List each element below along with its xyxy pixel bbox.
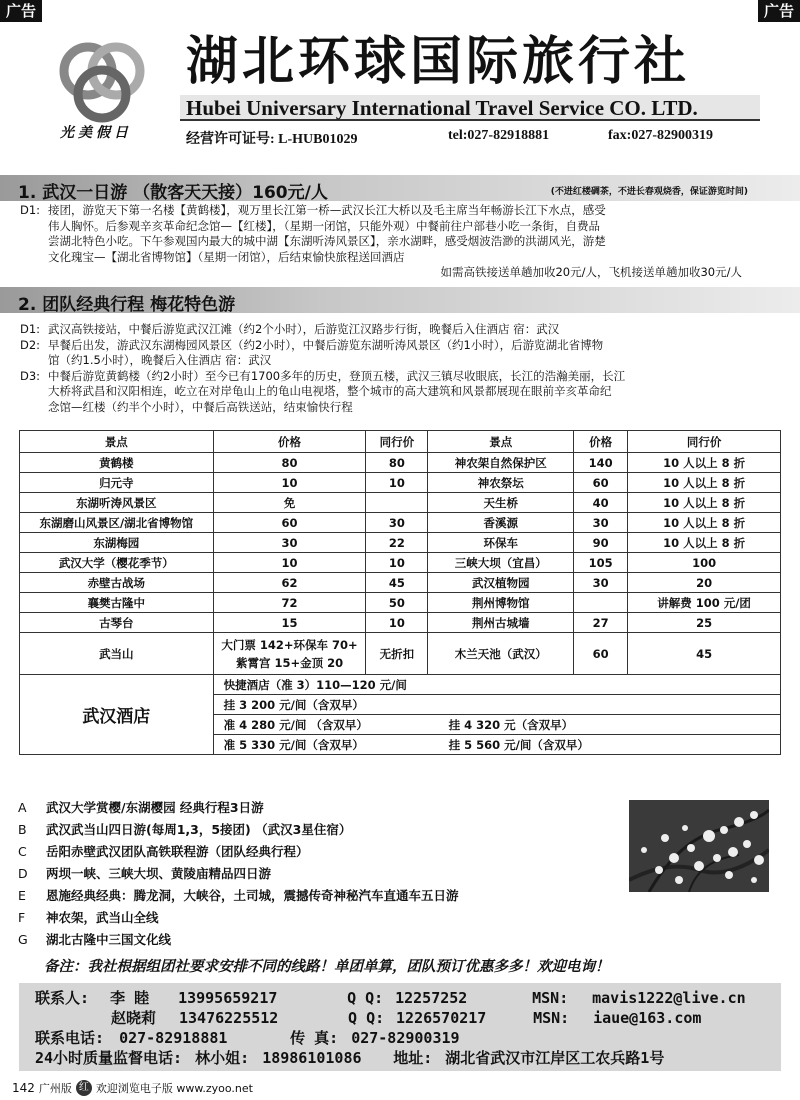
route-text: 武汉大学赏樱/东湖樱园 经典行程3日游: [46, 800, 264, 815]
footer-edition: 广州版: [38, 1082, 72, 1095]
table-cell: 15: [213, 613, 366, 633]
hotel-price-line: [213, 715, 780, 735]
itinerary-line: 中餐后游览黄鹤楼（约2小时）至今已有1700多年的历史，登顶五楼，武汉三镇尽收眼底，长江的浩瀚美丽，长江: [48, 368, 626, 383]
table-cell: 讲解费 100 元/团: [628, 593, 781, 613]
table-cell: 10: [366, 553, 428, 573]
footer-link[interactable]: 欢迎浏览电子版 www.zyoo.net: [95, 1082, 253, 1095]
qq-label: Q Q:: [347, 989, 384, 1007]
list-item: [18, 797, 638, 819]
hotel-row: [20, 675, 781, 695]
price-table: [19, 430, 781, 755]
route-letter: B: [18, 822, 27, 837]
itinerary-line: 馆（约1.5小时），晚餐后入住酒店 宿：武汉: [48, 353, 272, 367]
table-cell: 30: [574, 573, 628, 593]
table-row: [20, 573, 781, 593]
route-letter: G: [18, 932, 28, 947]
contact-name: 赵晓莉: [111, 1009, 157, 1027]
wudang-price-line: 紫霄宫 15+金顶 20: [235, 655, 344, 670]
section1-title: 1. 武汉一日游 （散客天天接）160元/人: [18, 183, 328, 203]
route-text: 两坝一峡、三峡大坝、黄陵庙精品四日游: [46, 866, 272, 881]
list-item: [18, 929, 638, 951]
table-cell: 105: [574, 553, 628, 573]
table-cell: 10: [366, 473, 428, 493]
table-cell: 荆州古城墙: [428, 613, 574, 633]
table-cell: 80: [366, 453, 428, 473]
table-cell: 香溪源: [428, 513, 574, 533]
contact-box: [19, 983, 781, 1071]
route-text: 恩施经典经典：腾龙洞，大峡谷，土司城，震撼传奇神秘汽车直通车五日游: [46, 888, 459, 903]
table-cell: 天生桥: [428, 493, 574, 513]
table-cell: 27: [574, 613, 628, 633]
table-cell: 60: [574, 633, 628, 675]
logo-text: 光美假日: [60, 125, 132, 141]
itinerary-line: 伟人胸怀。后参观辛亥革命纪念馆—【红楼】，（星期一闭馆，只能外观）中餐前往户部巷小吃一条街，自费品: [48, 218, 600, 233]
hotel-price-line: [213, 675, 780, 695]
route-letter: C: [18, 844, 27, 859]
table-cell: 无折扣: [366, 633, 428, 675]
table-cell: 30: [574, 513, 628, 533]
list-item: [18, 885, 638, 907]
day-label: D1:: [20, 203, 41, 217]
table-cell: 东湖听涛风景区: [20, 493, 214, 513]
wudang-price-line: 大门票 142+环保车 70+: [221, 637, 358, 652]
itinerary-line: 文化瑰宝—【湖北省博物馆】（星期一闭馆），后结束愉快旅程送回酒店: [48, 249, 405, 264]
contact-fax: 027-82900319: [351, 1029, 460, 1047]
hotel-price: 快捷酒店（准 3）110—120 元/间: [223, 677, 407, 692]
hotline-number: 18986101086: [262, 1049, 362, 1067]
table-cell: 10: [213, 553, 366, 573]
itinerary-line: 大桥将武昌和汉阳相连，屹立在对岸龟山上的龟山电视塔，整个城市的高大建筑和风景都展现在眼前辛亥革命纪: [48, 384, 612, 398]
table-cell: 神农架自然保护区: [428, 453, 574, 473]
section2-itinerary: [20, 322, 760, 415]
contact-qq: 1226570217: [396, 1009, 487, 1027]
hotel-title: 武汉酒店: [20, 675, 214, 755]
table-cell: 62: [213, 573, 366, 593]
table-header: 景点: [428, 431, 574, 453]
hotline-person: 林小姐:: [195, 1049, 250, 1067]
company-tel: tel:027-82918881: [448, 128, 550, 143]
table-cell: 50: [366, 593, 428, 613]
ad-label-left: 广告: [0, 0, 42, 22]
table-cell: 木兰天池（武汉）: [428, 633, 574, 675]
msn-label: MSN:: [533, 1009, 570, 1027]
table-cell: 赤壁古战场: [20, 573, 214, 593]
table-row: [20, 613, 781, 633]
table-cell: 归元寺: [20, 473, 214, 493]
table-header: 价格: [213, 431, 366, 453]
company-name-en: Hubei Universary International Travel Service CO. LTD.: [180, 95, 760, 121]
company-fax: fax:027-82900319: [608, 128, 713, 143]
table-cell: 黄鹤楼: [20, 453, 214, 473]
table-row: [20, 473, 781, 493]
route-text: 湖北古隆中三国文化线: [46, 932, 172, 947]
itinerary-line: 尝湖北特色小吃。下午参观国内最大的城中湖【东湖听涛风景区】，亲水湖畔，感受烟波浩渺的洪湖风光，游楚: [48, 234, 606, 248]
route-letter: A: [18, 800, 27, 815]
table-header-row: [20, 431, 781, 453]
license-number: 经营许可证号: L-HUB01029: [186, 132, 358, 147]
contact-msn: mavis1222@live.cn: [592, 989, 746, 1007]
route-list: [18, 797, 638, 951]
table-row: [20, 453, 781, 473]
wudang-price-cell: [213, 633, 366, 675]
table-cell: 神农祭坛: [428, 473, 574, 493]
table-cell: 三峡大坝（宜昌）: [428, 553, 574, 573]
table-row: [20, 593, 781, 613]
table-cell: 10 人以上 8 折: [628, 493, 781, 513]
table-cell: 100: [628, 553, 781, 573]
list-item: [18, 841, 638, 863]
route-text: 武汉武当山四日游(每周1,3，5接团) （武汉3星住宿）: [46, 822, 352, 837]
table-cell: 22: [366, 533, 428, 553]
contact-qq: 12257252: [395, 989, 468, 1007]
table-cell: 30: [213, 533, 366, 553]
table-cell: 90: [574, 533, 628, 553]
section1-extra-note: 如需高铁接送单趟加收20元/人，飞机接送单趟加收30元/人: [440, 265, 742, 279]
company-logo-icon: [46, 36, 156, 136]
route-letter: E: [18, 888, 26, 903]
table-cell: 10 人以上 8 折: [628, 453, 781, 473]
route-letter: D: [18, 866, 28, 881]
table-cell: 60: [213, 513, 366, 533]
table-cell: 东湖梅园: [20, 533, 214, 553]
section1-itinerary: [20, 203, 760, 265]
table-cell: 武汉大学（樱花季节）: [20, 553, 214, 573]
table-cell: 10 人以上 8 折: [628, 513, 781, 533]
table-cell: 10 人以上 8 折: [628, 473, 781, 493]
route-text: 神农架，武当山全线: [46, 910, 159, 925]
section2-title: 2. 团队经典行程 梅花特色游: [18, 295, 236, 315]
table-cell: 80: [213, 453, 366, 473]
hotel-price-line: [213, 695, 780, 715]
table-cell: 10: [366, 613, 428, 633]
license-row: [186, 128, 766, 148]
list-item: [18, 907, 638, 929]
contact-name: 李 睦: [110, 989, 150, 1007]
table-row-wudang: [20, 633, 781, 675]
ad-label-right: 广告: [758, 0, 800, 22]
table-cell: 襄樊古隆中: [20, 593, 214, 613]
table-cell: 72: [213, 593, 366, 613]
table-cell: 40: [574, 493, 628, 513]
fax-label: 传 真:: [290, 1029, 339, 1047]
table-cell: 10 人以上 8 折: [628, 533, 781, 553]
itinerary-line: 早餐后出发，游武汉东湖梅园风景区（约2小时），中餐后游览东湖听涛风景区（约1小时），后游览湖北省博物: [48, 337, 604, 352]
table-cell: 环保车: [428, 533, 574, 553]
page-footer: [12, 1080, 253, 1096]
table-row: [20, 513, 781, 533]
itinerary-line: 武汉高铁接站，中餐后游览武汉江滩（约2个小时），后游览江汉路步行街，晚餐后入住酒店 宿：武汉: [48, 322, 560, 336]
table-cell: 25: [628, 613, 781, 633]
hotel-price: 挂 5 560 元/间（含双早）: [448, 737, 589, 752]
hotel-price: 准 4 280 元/间 （含双早）: [223, 717, 368, 732]
table-cell: 东湖磨山风景区/湖北省博物馆: [20, 513, 214, 533]
table-cell: 45: [366, 573, 428, 593]
route-text: 岳阳赤壁武汉团队高铁联程游（团队经典行程）: [46, 844, 309, 859]
msn-label: MSN:: [532, 989, 569, 1007]
company-name-cn: 湖北环球国际旅行社: [186, 31, 691, 92]
table-cell: 30: [366, 513, 428, 533]
table-header: 景点: [20, 431, 214, 453]
page-number: 142: [12, 1081, 35, 1095]
table-cell: [366, 493, 428, 513]
contact-phone: 13995659217: [178, 989, 278, 1007]
contact-tel: 027-82918881: [119, 1029, 228, 1047]
table-cell: 10: [213, 473, 366, 493]
section1-header: [0, 175, 800, 201]
address-label: 地址:: [393, 1049, 433, 1067]
day-label: D2:: [20, 337, 41, 352]
section2-header: [0, 287, 800, 313]
table-cell: 武汉植物园: [428, 573, 574, 593]
table-header: 价格: [574, 431, 628, 453]
table-header: 同行价: [628, 431, 781, 453]
hotel-price: 准 5 330 元/间（含双早）: [223, 737, 364, 752]
table-cell: 荆州博物馆: [428, 593, 574, 613]
table-cell: [574, 593, 628, 613]
table-header: 同行价: [366, 431, 428, 453]
table-cell: 免: [213, 493, 366, 513]
remark: 备注：我社根据组团社要求安排不同的线路！单团单算，团队预订优惠多多！欢迎电询！: [44, 959, 610, 975]
list-item: [18, 863, 638, 885]
table-row: [20, 553, 781, 573]
table-cell: 140: [574, 453, 628, 473]
itinerary-line: 接团，游览天下第一名楼【黄鹤楼】，观万里长江第一桥—武汉长江大桥以及毛主席当年畅游长江下水点，感受: [48, 203, 606, 217]
footer-badge-icon: 红: [76, 1080, 92, 1096]
table-cell: 武当山: [20, 633, 214, 675]
route-letter: F: [18, 910, 26, 925]
contact-phone: 13476225512: [179, 1009, 279, 1027]
table-cell: 古琴台: [20, 613, 214, 633]
section1-note: (不进红楼碉茶，不进长春观烧香，保证游览时间): [550, 187, 748, 197]
hotel-price-line: [213, 735, 780, 755]
tel-label: 联系电话:: [35, 1029, 105, 1047]
day-label: D3:: [20, 368, 41, 383]
itinerary-line: 念馆—红楼（约半个小时），中餐后高铁送站，结束愉快行程: [48, 399, 353, 414]
table-row: [20, 493, 781, 513]
table-cell: 45: [628, 633, 781, 675]
hotline-label: 24小时质量监督电话:: [35, 1049, 183, 1067]
address: 湖北省武汉市江岸区工农兵路1号: [445, 1049, 665, 1067]
contact-label: 联系人:: [35, 989, 90, 1007]
table-cell: 60: [574, 473, 628, 493]
hotel-price: 挂 4 320 元（含双早）: [448, 717, 574, 732]
qq-label: Q Q:: [348, 1009, 385, 1027]
day-label: D1:: [20, 322, 41, 336]
contact-msn: iaue@163.com: [593, 1009, 702, 1027]
list-item: [18, 819, 638, 841]
table-row: [20, 533, 781, 553]
plum-blossom-photo: [629, 800, 769, 892]
table-cell: 20: [628, 573, 781, 593]
hotel-price: 挂 3 200 元/间（含双早）: [223, 697, 364, 712]
